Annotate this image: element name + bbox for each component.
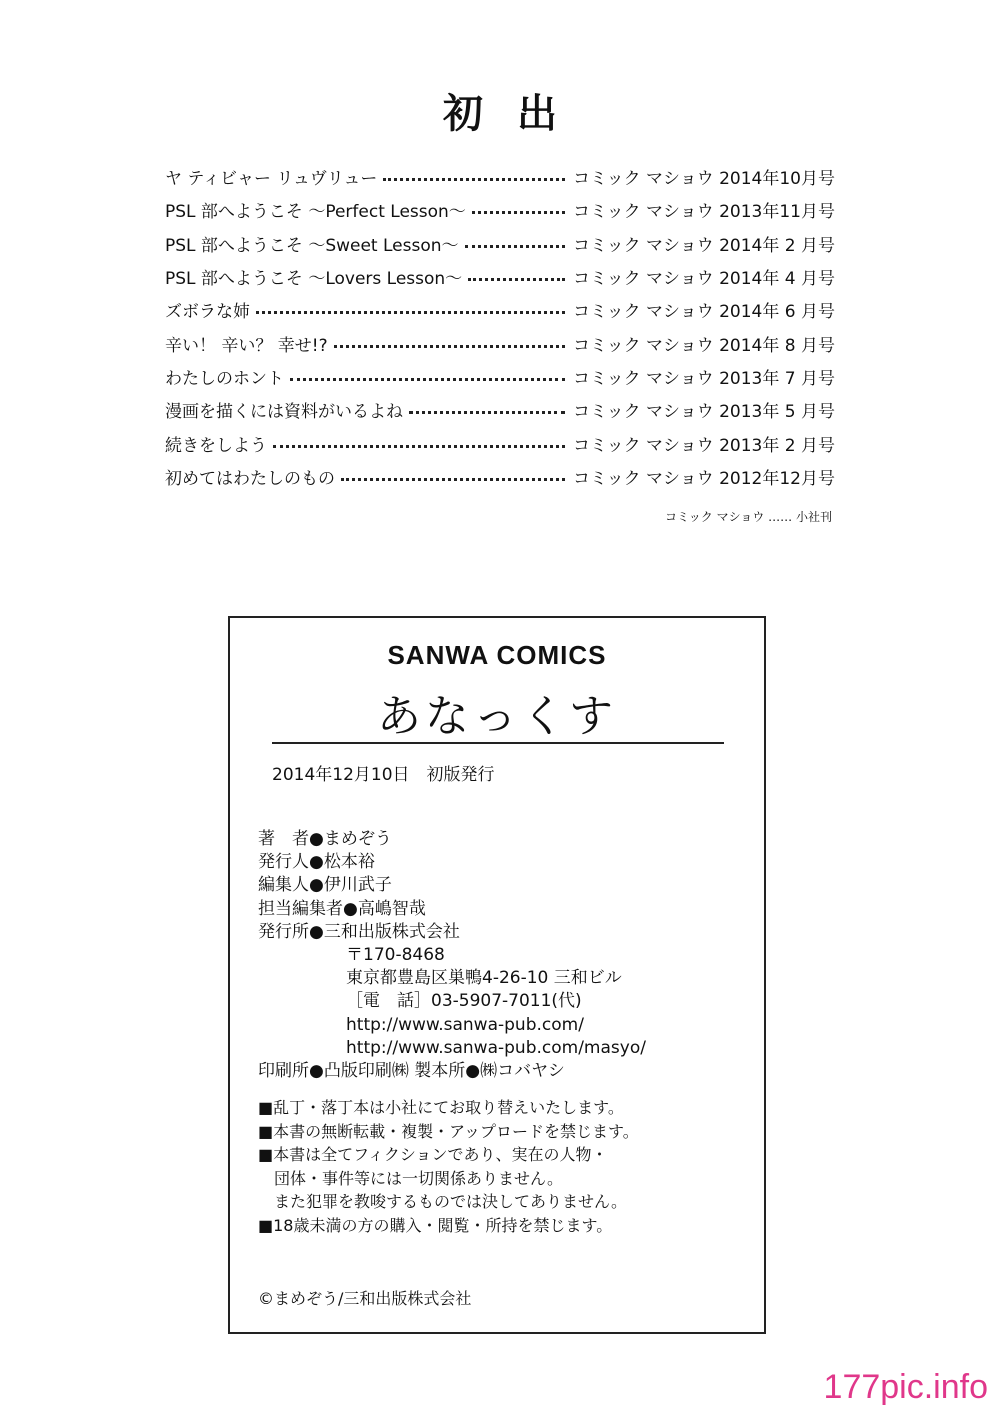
leader-dots	[465, 245, 565, 248]
toc-entry	[165, 326, 835, 359]
toc-entry-title: ズボラな姉	[165, 302, 250, 323]
toc-entry	[165, 260, 835, 293]
toc-entry-source: コミック マショウ 2014年10月号	[572, 169, 835, 190]
toc-entry-source: コミック マショウ 2014年 8 月号	[572, 335, 835, 356]
notice-line: 団体・事件等には一切関係ありません。	[274, 1168, 563, 1188]
leader-dots	[472, 211, 565, 214]
toc-entry-title: 初めてはわたしのもの	[165, 468, 335, 489]
toc-entry-source: コミック マショウ 2012年12月号	[572, 468, 835, 489]
credit-author: 著 者●まめぞう	[258, 829, 392, 849]
printing-info: 印刷所●凸版印刷㈱ 製本所●㈱コバヤシ	[258, 1060, 565, 1081]
toc-entry	[165, 193, 835, 226]
toc-entry-title: PSL 部へようこそ ～Lovers Lesson～	[165, 269, 463, 290]
series-name: SANWA COMICS	[387, 640, 607, 670]
toc-entry	[165, 460, 835, 493]
book-title: あなっくす	[377, 691, 617, 742]
toc-entry-title: ヤ ティビャー リュヴリュー	[165, 169, 378, 190]
notice-line: ■本書の無断転載・複製・アップロードを禁じます。	[258, 1121, 639, 1141]
toc-entry-source: コミック マショウ 2014年 6 月号	[572, 302, 835, 323]
toc-entry-title: PSL 部へようこそ ～Perfect Lesson～	[165, 202, 466, 223]
address: 東京都豊島区巣鴨4-26-10 三和ビル	[346, 968, 622, 989]
postal-code: 〒170-8468	[346, 944, 445, 965]
toc-entry-title: わたしのホント	[165, 368, 284, 389]
toc-entry-title: 漫画を描くには資料がいるよね	[165, 402, 403, 423]
magazine-website-link: http://www.sanwa-pub.com/masyo/	[346, 1037, 646, 1058]
credits-block	[258, 828, 646, 1083]
toc-entry-source: コミック マショウ 2013年 7 月号	[572, 368, 835, 389]
credit-editor: 編集人●伊川武子	[258, 875, 392, 896]
leader-dots	[334, 345, 565, 348]
toc-entry	[165, 293, 835, 326]
notice-line: ■本書は全てフィクションであり、実在の人物・	[258, 1145, 608, 1164]
notices-block	[258, 1096, 639, 1237]
publication-date: 2014年12月10日 初版発行	[272, 765, 495, 785]
toc-entry-source: コミック マショウ 2014年 2 月号	[572, 235, 835, 256]
leader-dots	[409, 411, 565, 414]
toc-entry-title: 辛い！ 辛い？ 幸せ!?	[165, 335, 328, 356]
toc-entry-source: コミック マショウ 2013年 2 月号	[572, 435, 835, 456]
publisher-note: コミック マショウ …… 小社刊	[665, 510, 832, 524]
title-divider	[272, 742, 724, 744]
notice-line: ■18歳未満の方の購入・閲覧・所持を禁じます。	[258, 1215, 613, 1235]
copyright-notice: ©まめぞう/三和出版株式会社	[258, 1289, 472, 1308]
toc-entry-source: コミック マショウ 2014年 4 月号	[572, 269, 835, 290]
toc-entry	[165, 393, 835, 426]
phone: ［電 話］03-5907-7011(代)	[346, 991, 582, 1012]
colophon-box	[228, 616, 766, 1334]
notice-line: ■乱丁・落丁本は小社にてお取り替えいたします。	[258, 1098, 624, 1117]
toc-entry	[165, 360, 835, 393]
leader-dots	[290, 378, 565, 381]
leader-dots	[341, 478, 565, 481]
leader-dots	[383, 178, 565, 181]
leader-dots	[273, 445, 565, 448]
credit-publishing-house: 発行所●三和出版株式会社	[258, 921, 460, 942]
toc-entry-title: 続きをしよう	[165, 435, 267, 456]
first-appearance-list	[165, 160, 835, 493]
notice-line: また犯罪を教唆するものでは決してありません。	[274, 1192, 627, 1211]
toc-entry	[165, 426, 835, 459]
first-appearance-heading: 初出	[443, 91, 591, 137]
toc-entry-source: コミック マショウ 2013年 5 月号	[572, 402, 835, 423]
leader-dots	[468, 278, 565, 281]
website-link: http://www.sanwa-pub.com/	[346, 1014, 584, 1035]
credit-editor-in-charge: 担当編集者●高嶋智哉	[258, 898, 426, 919]
toc-entry-source: コミック マショウ 2013年11月号	[572, 202, 835, 223]
toc-entry-title: PSL 部へようこそ ～Sweet Lesson～	[165, 235, 459, 256]
credit-publisher-person: 発行人●松本裕	[258, 852, 375, 873]
watermark-text: 177pic.info	[823, 1368, 988, 1406]
toc-entry	[165, 160, 835, 193]
leader-dots	[256, 311, 565, 314]
toc-entry	[165, 227, 835, 260]
